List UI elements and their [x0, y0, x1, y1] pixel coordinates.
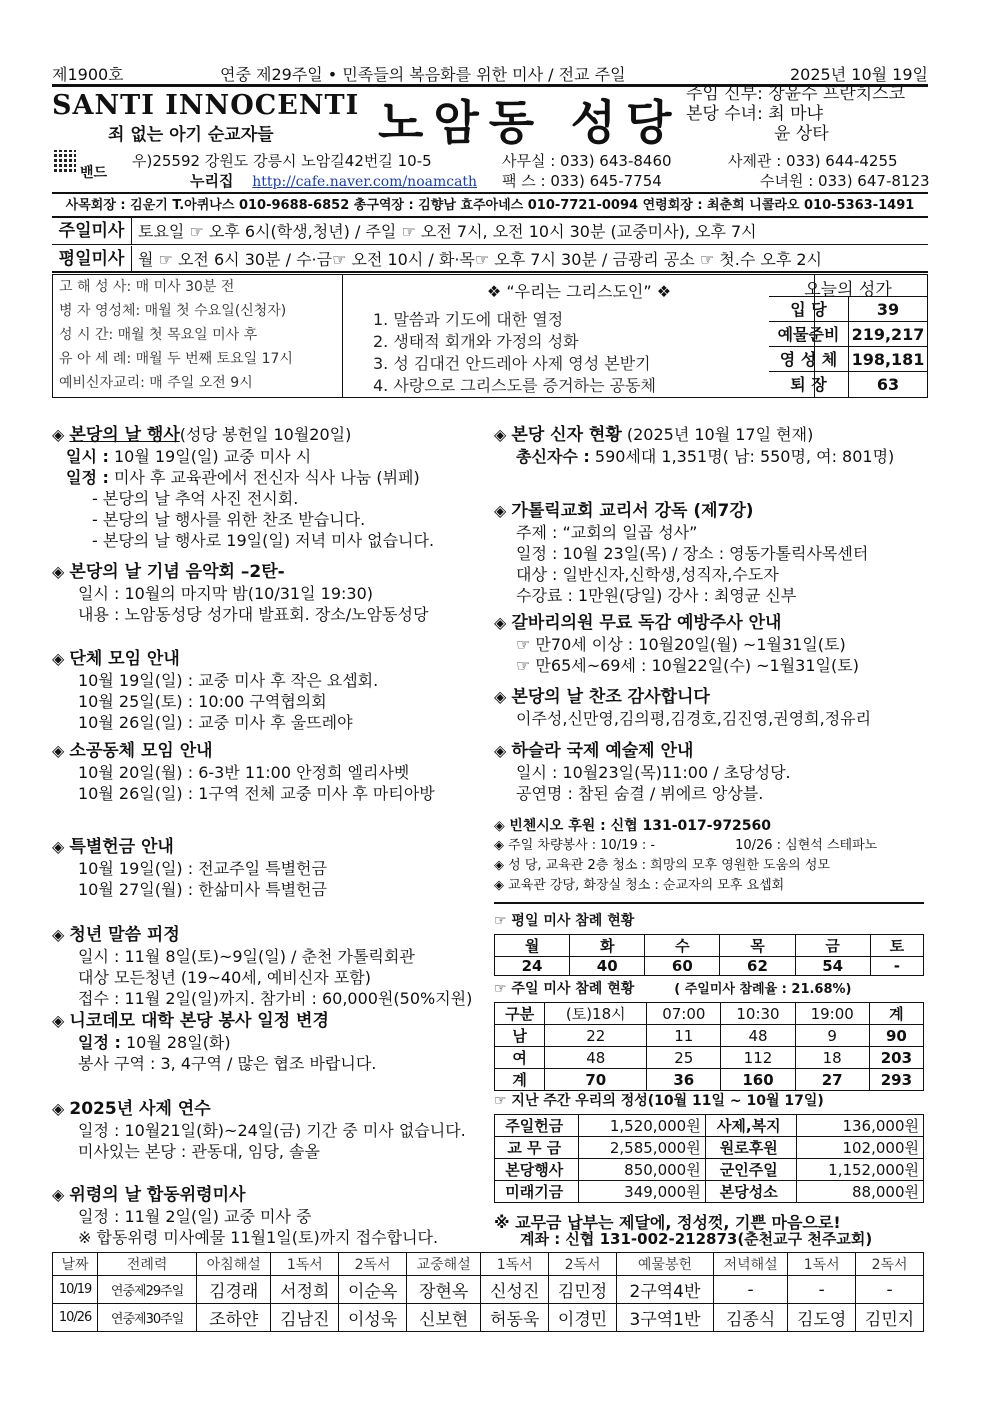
sunday-mass-times: 토요일 ☞ 오후 6시(학생,청년) / 주일 ☞ 오전 7시, 오전 10시 30분 (교중미사), 오후 7시 [138, 222, 757, 241]
sacrament-item: 예비신자교리: 매 주일 오전 9시 [59, 375, 253, 391]
motto-item: 1. 말씀과 기도에 대한 열정 [373, 310, 564, 329]
logo-text: SANTI INNOCENTI [52, 90, 360, 121]
issue-title: 연중 제29주일 • 민족들의 복음화를 위한 미사 / 전교 주일 [220, 65, 626, 84]
rule [494, 902, 924, 904]
issue-number: 제1900호 [52, 65, 124, 84]
section-parish-day: ◈ 본당의 날 행사(성당 봉헌일 10월20일) 일시 : 10월 19일(일) 교중 미사 시 일정 : 미사 후 교육관에서 전신자 식사 나눔 (뷔페) - 본당의 날 추억 사진 전시회. - 본당의 날 행사를 위한 찬조 받습니다. - 본당의 날 행사로 19일(일) 저녁 미사 없습니다. [52, 425, 435, 550]
homepage-link[interactable]: http://cafe.naver.com/noamcath [252, 174, 478, 190]
hymn-row: 영 성 체 198,181 [769, 347, 927, 372]
section-thanks: ◈ 본당의 날 찬조 감사합니다 이주성,신만영,김의평,김경호,김진영,권영희,정유리 [494, 687, 872, 728]
issue-date: 2025년 10월 19일 [790, 65, 928, 84]
account-number: 계좌 : 신협 131-002-212873(춘천교구 천주교회) [520, 1230, 873, 1248]
weekday-attendance-table: 월 화 수 목 금 토 24 40 60 62 54 - [494, 934, 924, 976]
convent-phone: 수녀원 : 033) 647-8123 [760, 172, 930, 190]
roster-row: 10/26 연중제30주일 조하얀 김남진 이성욱 신보현 허동욱 이경민 3구역1반 김종식 김도영 김민지 [53, 1304, 924, 1332]
motto-title: ❖ “우리는 그리스도인” ❖ [486, 282, 672, 301]
sunday-attendance-title: ☞ 주일 미사 참례 현황 ( 주일미사 참례율 : 21.68%) [494, 981, 852, 997]
hymn-title: 오늘의 성가 [769, 275, 927, 297]
church-name: 노암동 성당 [378, 96, 682, 151]
staff-info [686, 84, 905, 144]
section-catechism: ◈ 가톨릭교회 교리서 강독 (제7강) 주제 : “교회의 일곱 성사” 일정 : 10월 23일(목) / 장소 : 영동가톨릭사목센터 대상 : 일반신자,신학생,성직자,수도자 수강료 : 1만원(당일) 강사 : 최영균 신부 [494, 501, 869, 605]
sunday-mass-label: 주일미사 [52, 218, 132, 245]
section-flu-shot: ◈ 갈바리의원 무료 독감 예방주사 안내 ☞ 만70세 이상 : 10월20일(월) ~1월31일(토) ☞ 만65세~69세 : 10월22일(수) ~1월31일(토) [494, 613, 859, 675]
lector-roster: 날짜 전례력 아침해설 1독서 2독서 교중해설 1독서 2독서 예물봉헌 저녁해설 1독서 2독서 10/19 연중제29주일 김경래 서정희 이순옥 장현옥 신성진 김민정 2구역4반 - - - 10/26 연중제30주일 조하얀 김남진 이성욱 신보현 허동욱 이경민 3구역1반 김종식 김도영 김민지 [52, 1252, 924, 1332]
fax: 팩 스 : 033) 645-7754 [502, 172, 662, 190]
rectory-phone: 사제관 : 033) 644-4255 [728, 152, 898, 170]
logo-subtitle: 죄 없는 아기 순교자들 [108, 125, 274, 145]
motto-item: 2. 생태적 회개와 가정의 성화 [373, 332, 579, 351]
hymn-row: 입 당 39 [769, 297, 927, 322]
section-concert: ◈ 본당의 날 기념 음악회 –2탄- 일시 : 10월의 마지막 밤(10/31일 19:30) 내용 : 노암동성당 성가대 발표회. 장소/노암동성당 [52, 562, 429, 624]
finance-title: ☞ 지난 주간 우리의 정성(10월 11일 ~ 10월 17일) [494, 1093, 824, 1109]
sacrament-item: 고 해 성 사: 매 미사 30분 전 [59, 279, 235, 295]
tithe-note: ※ 교무금 납부는 제달에, 정성껏, 기쁜 마음으로! [494, 1213, 841, 1232]
nun2: 윤 상타 [774, 124, 829, 144]
motto-item: 3. 성 김대건 안드레아 사제 영성 본받기 [373, 354, 651, 373]
weekday-attendance-title: ☞ 평일 미사 참례 현황 [494, 913, 635, 929]
section-vincent: ◈ 빈첸시오 후원 : 신협 131-017-972560 ◈ 주일 차량봉사 : 10/19 : - 10/26 : 심현석 스테파노 ◈ 성 당, 교육관 2층 청소 : 희망의 모후 영원한 도움의 성모 ◈ 교육관 강당, 화장실 청소 : 순교자의 모후 요셉회 [494, 818, 878, 893]
hymn-row: 퇴 장 63 [769, 372, 927, 397]
pastor: 주임 신부: 장윤수 프란치스코 [686, 84, 906, 104]
office-phone: 사무실 : 033) 643-8460 [502, 152, 672, 170]
nun-line: 본당 수녀: 최 마냐 [686, 104, 823, 124]
section-art-festival: ◈ 하슬라 국제 예술제 안내 일시 : 10월23일(목)11:00 / 초당성당. 공연명 : 참된 숨결 / 뷔에르 앙상블. [494, 741, 791, 803]
homepage: 누리집 http://cafe.naver.com/noamcath [190, 172, 478, 190]
sacrament-item: 병 자 영성체: 매월 첫 수요일(신청자) [59, 303, 287, 319]
section-youth-retreat: ◈ 청년 말씀 피정 일시 : 11월 8일(토)~9일(일) / 춘천 가톨릭회관 대상 모든청년 (19~40세, 예비신자 포함) 접수 : 11월 2일(일)까지. 참가비 : 60,000원(50%지원) [52, 925, 473, 1008]
today-hymns [769, 275, 927, 397]
section-special-offering: ◈ 특별헌금 안내 10월 19일(일) : 전교주일 특별헌금 10월 27일(월) : 한삶미사 특별헌금 [52, 837, 327, 899]
qr-code-icon [52, 150, 76, 174]
section-members: ◈ 본당 신자 현황 (2025년 10월 17일 현재) 총신자수 : 590세대 1,351명( 남: 550명, 여: 801명) [494, 425, 895, 466]
weekday-mass-row [52, 246, 928, 273]
section-nicodemus: ◈ 니코데모 대학 본당 봉사 일정 변경 일정 : 10월 28일(화) 봉사 구역 : 3, 4구역 / 많은 협조 바랍니다. [52, 1011, 377, 1073]
motto-item: 4. 사랑으로 그리스도를 증거하는 공동체 [373, 376, 656, 395]
section-priest-training: ◈ 2025년 사제 연수 일정 : 10월21일(화)~24일(금) 기간 중 미사 없습니다. 미사있는 본당 : 관동대, 임당, 솔올 [52, 1099, 466, 1161]
band-label: 밴드 [80, 165, 108, 181]
finance-table: 주일헌금 1,520,000원 사제,복지 136,000원 교 무 금 2,585,000원 원로후원 102,000원 본당행사 850,000원 군인주일 1,152,000원 미래기금 349,000원 본당성소 88,000원 [494, 1114, 924, 1203]
sacrament-schedule [53, 275, 343, 397]
sunday-mass-row [52, 218, 928, 245]
roster-row: 10/19 연중제29주일 김경래 서정희 이순옥 장현옥 신성진 김민정 2구역4반 - - - [53, 1276, 924, 1304]
sunday-attendance-table: 구분 (토)18시 07:00 10:30 19:00 계 남 22 11 48 9 90 여 48 25 112 18 203 계 70 36 160 27 293 [494, 1002, 924, 1091]
weekday-mass-label: 평일미사 [52, 246, 132, 273]
section-small-community: ◈ 소공동체 모임 안내 10월 20일(월) : 6-3반 11:00 안정희 엘리사벳 10월 26일(일) : 1구역 전체 교중 미사 후 마티아방 [52, 741, 435, 803]
sacrament-item: 성 시 간: 매월 첫 목요일 미사 후 [59, 327, 258, 343]
info-box [52, 274, 928, 398]
section-memorial-mass: ◈ 위령의 날 합동위령미사 일정 : 11월 2일(일) 교중 미사 중 ※ 합동위령 미사예물 11월1일(토)까지 접수합니다. [52, 1185, 439, 1247]
hymn-row: 예물준비 219,217 [769, 322, 927, 347]
section-groups: ◈ 단체 모임 안내 10월 19일(일) : 교중 미사 후 작은 요셉회. 10월 25일(토) : 10:00 구역협의회 10월 26일(일) : 교중 미사 후 울뜨레야 [52, 649, 379, 732]
sacrament-item: 유 아 세 례: 매월 두 번째 토요일 17시 [59, 351, 293, 367]
address: 우)25592 강원도 강릉시 노암길42번길 10-5 [132, 152, 432, 170]
weekday-mass-times: 월 ☞ 오전 6시 30분 / 수·금☞ 오전 10시 / 화·목☞ 오후 7시 30분 / 금광리 공소 ☞ 첫.수 오후 2시 [138, 250, 822, 269]
parish-motto [343, 275, 815, 397]
leaders-line: 사목회장 : 김운기 T.아퀴나스 010-9688-6852 총구역장 : 김향남 효주아네스 010-7721-0094 연령회장 : 최춘희 니콜라오 010-5363-1491 [65, 198, 915, 213]
